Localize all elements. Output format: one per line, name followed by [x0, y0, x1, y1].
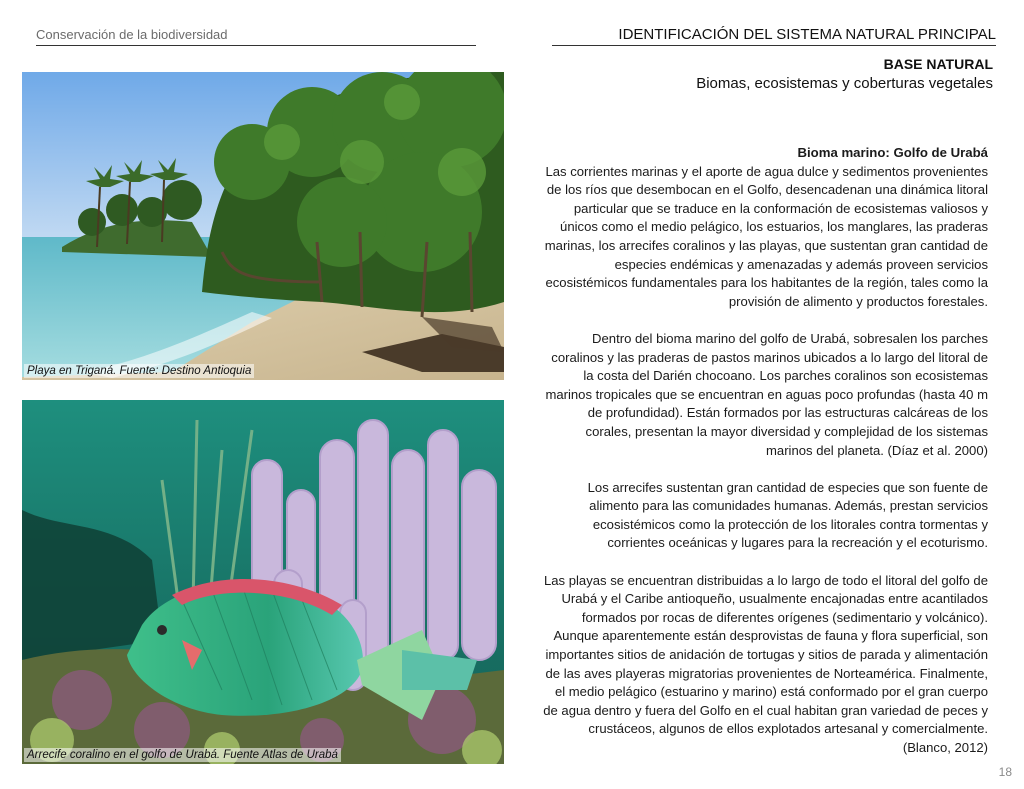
page-number: 18	[998, 765, 1012, 779]
coral-reef-photo	[22, 400, 504, 764]
running-header-left: Conservación de la biodiversidad	[36, 27, 476, 46]
article-heading: Bioma marino: Golfo de Urabá	[797, 145, 988, 160]
section-subtitle: Biomas, ecosistemas y coberturas vegetales	[696, 75, 993, 92]
article-paragraph-3: Los arrecifes sustentan gran cantidad de especies que son fuente de alimento para las comunidades humanas. Además, prestan servicios ecosistémicos como la protección de los litorales contra tormentas y corrientes oceánicas y lugares para la recreación y el ecoturismo.	[587, 479, 988, 551]
article-paragraph-2: Dentro del bioma marino del golfo de Urabá, sobresalen los parches coralinos y las praderas de pastos marinos ubicados a lo largo del litoral de la costa del Darién chocoano. Los parches coralinos son ecosistemas marinos tropicales que se encuentran en aguas poco profundas (hasta 40 m de profundidad). Están formados por las estructuras calcáreas de los corales, presentan la mayor diversidad y complejidad de los sistemas marinos del planeta. (Díaz et al. 2000)	[545, 330, 988, 458]
article-body	[540, 144, 988, 776]
section-title: BASE NATURAL	[883, 56, 993, 72]
running-header-right: IDENTIFICACIÓN DEL SISTEMA NATURAL PRINCIPAL	[552, 26, 996, 46]
article-paragraph-4: Las playas se encuentran distribuidas a lo largo de todo el litoral del golfo de Urabá y el Caribe antioqueño, usualmente encajonadas entre acantilados formados por rocas de diferentes orígenes (sedimentario y volcánico). Aunque aparentemente están desprovistas de fauna y flora superficial, son importantes sitios de anidación de tortugas y sitios de parada y alimentación de las aves playeras migratorias provenientes de Norteamérica. Finalmente, el medio pelágico (estuarino y marino) está conformado por el gran cuerpo de agua dentro y fuera del Golfo en el cual habitan gran variedad de peces y crustáceos, algunos de ellos explotados artesanal y comercialmente. (Blanco, 2012)	[543, 572, 988, 755]
beach-photo	[22, 72, 504, 380]
reef-illustration	[22, 400, 504, 764]
article-paragraph-1: Las corrientes marinas y el aporte de agua dulce y sedimentos provenientes de los ríos que desembocan en el Golfo, desencadenan una dinámica litoral particular que se traduce en la conformación de ecosistemas valiosos y únicos como el medio pelágico, los estuarios, los manglares, las praderas marinas, los arrecifes coralinos y las playas, que sustentan gran cantidad de especies endémicas y amenazadas y además proveen servicios ecosistémicos fundamentales para los habitantes de la región, tales como la provisión de alimento y productos forestales.	[544, 163, 988, 309]
beach-illustration	[22, 72, 504, 380]
figure-caption-2: Arrecife coralino en el golfo de Urabá. Fuente Atlas de Urabá	[24, 748, 341, 762]
figure-caption-1: Playa en Triganá. Fuente: Destino Antioquia	[24, 364, 254, 378]
